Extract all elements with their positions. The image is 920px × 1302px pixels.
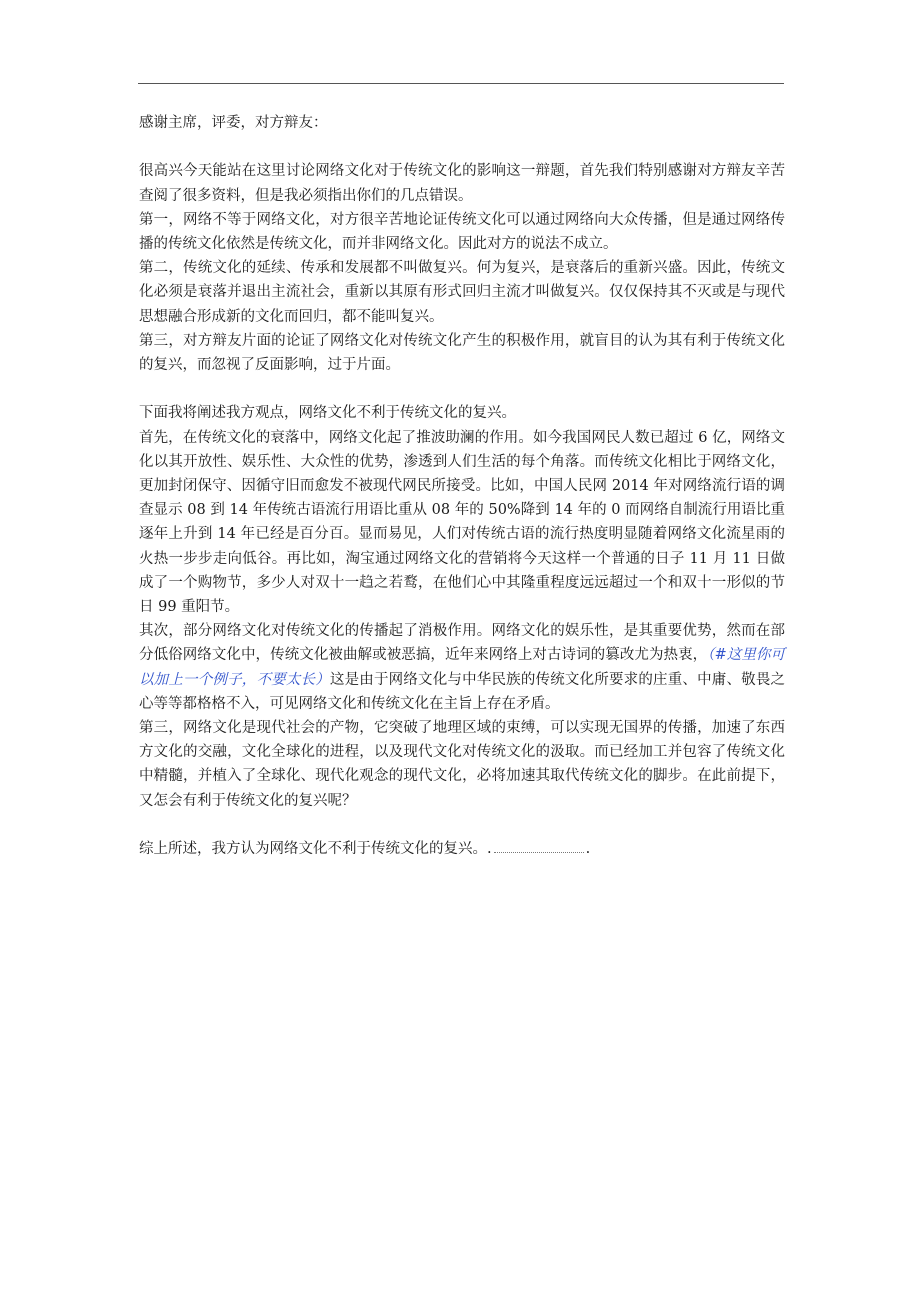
rebuttal-point-2: 第二，传统文化的延续、传承和发展都不叫做复兴。何为复兴，是衰落后的重新兴盛。因此，传统文化必须是衰落并退出主流社会，重新以其原有形式回归主流才叫做复兴。仅仅保持其不灭或是与现代思想融合形成新的文化而回归，都不能叫复兴。	[139, 260, 785, 325]
paragraph-gap	[139, 377, 785, 401]
document-body	[139, 111, 785, 861]
argument-point-1: 首先，在传统文化的衰落中，网络文化起了推波助澜的作用。如今我国网民人数已超过 6 亿，网络文化以其开放性、娱乐性、大众性的优势，渗透到人们生活的每个角落。而传统文化相比于网络文化，更加封闭保守、因循守旧而愈发不被现代网民所接受。比如，中国人民网 2014 年对网络流行语的调查显示 08 到 14 年传统古语流行用语比重从 08 年的 50%降到 14 年的 0 而网络自制流行用语比重逐年上升到 14 年已经是百分百。显而易见，人们对传统古语的流行热度明显随着网络文化流星雨的火热一步步走向低谷。再比如，淘宝通过网络文化的营销将今天这样一个普通的日子 11 月 11 日做成了一个购物节，多少人对双十一趋之若鹜，在他们心中其隆重程度远远超过一个和双十一形似的节日 99 重阳节。	[139, 429, 785, 616]
argument-point-2	[139, 619, 785, 716]
argument-point-3: 第三，网络文化是现代社会的产物，它突破了地理区域的束缚，可以实现无国界的传播，加速了东西方文化的交融，文化全球化的进程，以及现代文化对传统文化的汲取。而已经加工并包容了传统文化中精髓，并植入了全球化、现代化观念的现代文化，必将加速其取代传统文化的脚步。在此前提下，又怎会有利于传统文化的复兴呢？	[139, 720, 785, 809]
argument-point-2-after: 这是由于网络文化与中华民族的传统文化所要求的庄重、中庸、敬畏之心等等都格格不入，可见网络文化和传统文化在主旨上存在矛盾。	[139, 671, 786, 712]
conclusion-trail-end: .	[585, 841, 591, 858]
rebuttal-point-3: 第三，对方辩友片面的论证了网络文化对传统文化产生的积极作用，就盲目的认为其有利于传统文化的复兴，而忽视了反面影响，过于片面。	[139, 332, 785, 374]
rebuttal-point-1: 第一，网络不等于网络文化，对方很辛苦地论证传统文化可以通过网络向大众传播，但是通过网络传播的传统文化依然是传统文化，而并非网络文化。因此对方的说法不成立。	[139, 211, 785, 252]
salutation: 感谢主席，评委，对方辩友：	[139, 115, 328, 131]
conclusion-text: 综上所述，我方认为网络文化不利于传统文化的复兴。	[139, 841, 487, 858]
argument-point-2-before: 其次，部分网络文化对传统文化的传播起了消极作用。网络文化的娱乐性，是其重要优势，然而在部分低俗网络文化中，传统文化被曲解或被恶搞，近年来网络上对古诗词的篡改尤为热衷，	[139, 623, 785, 664]
conclusion	[139, 837, 785, 861]
conclusion-trail-start: .	[487, 841, 492, 858]
paragraph-gap	[139, 813, 785, 837]
argument-intro: 下面我将阐述我方观点，网络文化不利于传统文化的复兴。	[139, 405, 516, 422]
rebuttal-intro: 很高兴今天能站在这里讨论网络文化对于传统文化的影响这一辩题，首先我们特别感谢对方辩友辛苦查阅了很多资料，但是我必须指出你们的几点错误。	[139, 163, 785, 204]
editor-note: （#这里你可以加上一个例子，不要太长）	[139, 647, 786, 688]
dotted-leader	[494, 840, 584, 853]
paragraph-gap	[139, 135, 785, 159]
header-rule	[138, 83, 784, 84]
